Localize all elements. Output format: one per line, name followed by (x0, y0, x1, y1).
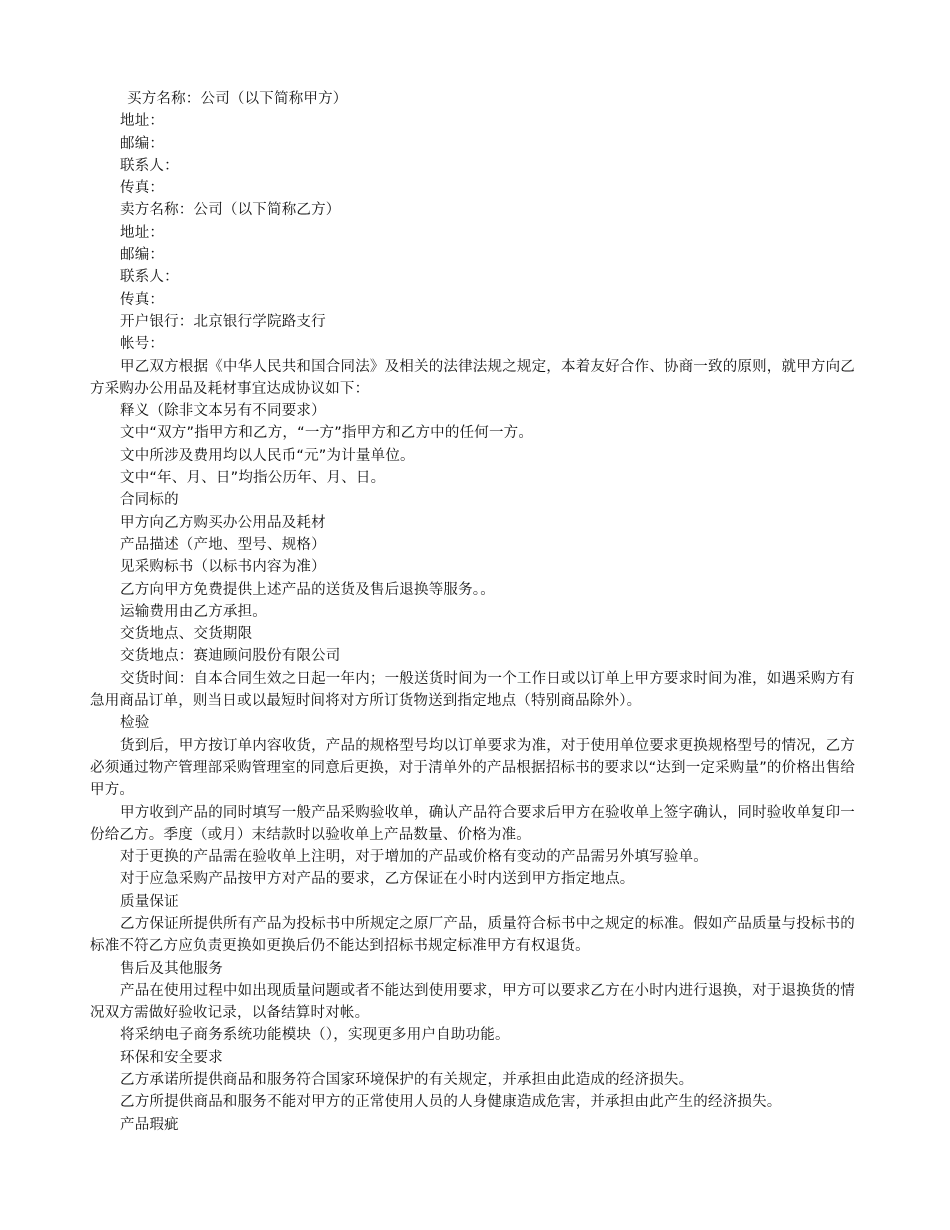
paragraph: 乙方向甲方免费提供上述产品的送货及售后退换等服务。。 (120, 581, 495, 598)
paragraph: 传真： (120, 291, 165, 308)
paragraph: 货到后，甲方按订单内容收货，产品的规格型号均以订单要求为准，对于使用单位要求更换规格型号的情况，乙方必须通过物产管理部采购管理室的同意后更换，对于清单外的产品根据招标书的要求以“达到一定采购量”的价格出售给甲方。 (90, 737, 856, 799)
paragraph: 乙方承诺所提供商品和服务符合国家环境保护的有关规定，并承担由此造成的经济损失。 (120, 1072, 694, 1089)
paragraph: 地址： (120, 224, 165, 241)
paragraph: 文中“年、月、日”均指公历年、月、日。 (120, 470, 386, 487)
paragraph: 释义（除非文本另有不同要求） (120, 403, 326, 420)
paragraph: 交货地点：赛迪顾问股份有限公司 (120, 648, 341, 665)
paragraph: 对于应急采购产品按甲方对产品的要求，乙方保证在小时内送到甲方指定地点。 (120, 871, 635, 888)
paragraph: 甲方收到产品的同时填写一般产品采购验收单，确认产品符合要求后甲方在验收单上签字确认，同时验收单复印一份给乙方。季度（或月）末结款时以验收单上产品数量、价格为准。 (90, 804, 855, 843)
paragraph: 交货地点、交货期限 (120, 626, 253, 643)
paragraph: 卖方名称：公司（以下简称乙方） (120, 202, 341, 219)
paragraph: 帐号： (120, 336, 165, 353)
paragraph: 合同标的 (120, 492, 179, 509)
paragraph: 产品在使用过程中如出现质量问题或者不能达到使用要求，甲方可以要求乙方在小时内进行退换，对于退换货的情况双方需做好验收记录，以备结算时对帐。 (90, 982, 855, 1022)
paragraph: 产品描述（产地、型号、规格） (120, 536, 326, 553)
paragraph: 联系人： (120, 269, 179, 286)
paragraph: 买方名称：公司（以下简称甲方） (127, 91, 348, 107)
paragraph: 地址： (120, 113, 165, 130)
paragraph: 联系人： (120, 157, 179, 174)
paragraph: 邮编： (120, 247, 165, 264)
paragraph: 文中所涉及费用均以人民币“元”为计量单位。 (120, 447, 415, 464)
paragraph: 检验 (120, 715, 150, 732)
paragraph: 乙方所提供商品和服务不能对甲方的正常使用人员的人身健康造成危害，并承担由此产生的经济损失。 (120, 1094, 782, 1111)
paragraph: 交货时间：自本合同生效之日起一年内；一般送货时间为一个工作日或以订单上甲方要求时间为准，如遇采购方有急用商品订单，则当日或以最短时间将对方所订货物送到指定地点（特别商品除外）。 (90, 670, 855, 710)
paragraph: 见采购标书（以标书内容为准） (120, 559, 326, 576)
paragraph: 传真： (120, 180, 165, 197)
paragraph: 对于更换的产品需在验收单上注明，对于增加的产品或价格有变动的产品需另外填写验单。 (120, 849, 708, 866)
paragraph: 甲方向乙方购买办公用品及耗材 (120, 514, 326, 531)
paragraph: 质量保证 (120, 893, 179, 910)
paragraph: 邮编： (120, 135, 165, 152)
paragraph: 甲乙双方根据《中华人民共和国合同法》及相关的法律法规之规定，本着友好合作、协商一致的原则，就甲方向乙方采购办公用品及耗材事宜达成协议如下： (90, 358, 855, 397)
paragraph: 乙方保证所提供所有产品为投标书中所规定之原厂产品，质量符合标书中之规定的标准。假如产品质量与投标书的标准不符乙方应负责更换如更换后仍不能达到招标书规定标准甲方有权退货。 (90, 915, 855, 955)
paragraph: 将采纳电子商务系统功能模块（），实现更多用户自助功能。 (120, 1027, 510, 1044)
paragraph: 运输费用由乙方承担。 (120, 603, 267, 620)
paragraph: 环保和安全要求 (120, 1049, 223, 1066)
paragraph: 开户银行：北京银行学院路支行 (120, 313, 326, 330)
paragraph: 售后及其他服务 (120, 960, 223, 977)
paragraph: 产品瑕疵 (120, 1116, 179, 1133)
paragraph: 文中“双方”指甲方和乙方，“一方”指甲方和乙方中的任何一方。 (120, 425, 534, 442)
